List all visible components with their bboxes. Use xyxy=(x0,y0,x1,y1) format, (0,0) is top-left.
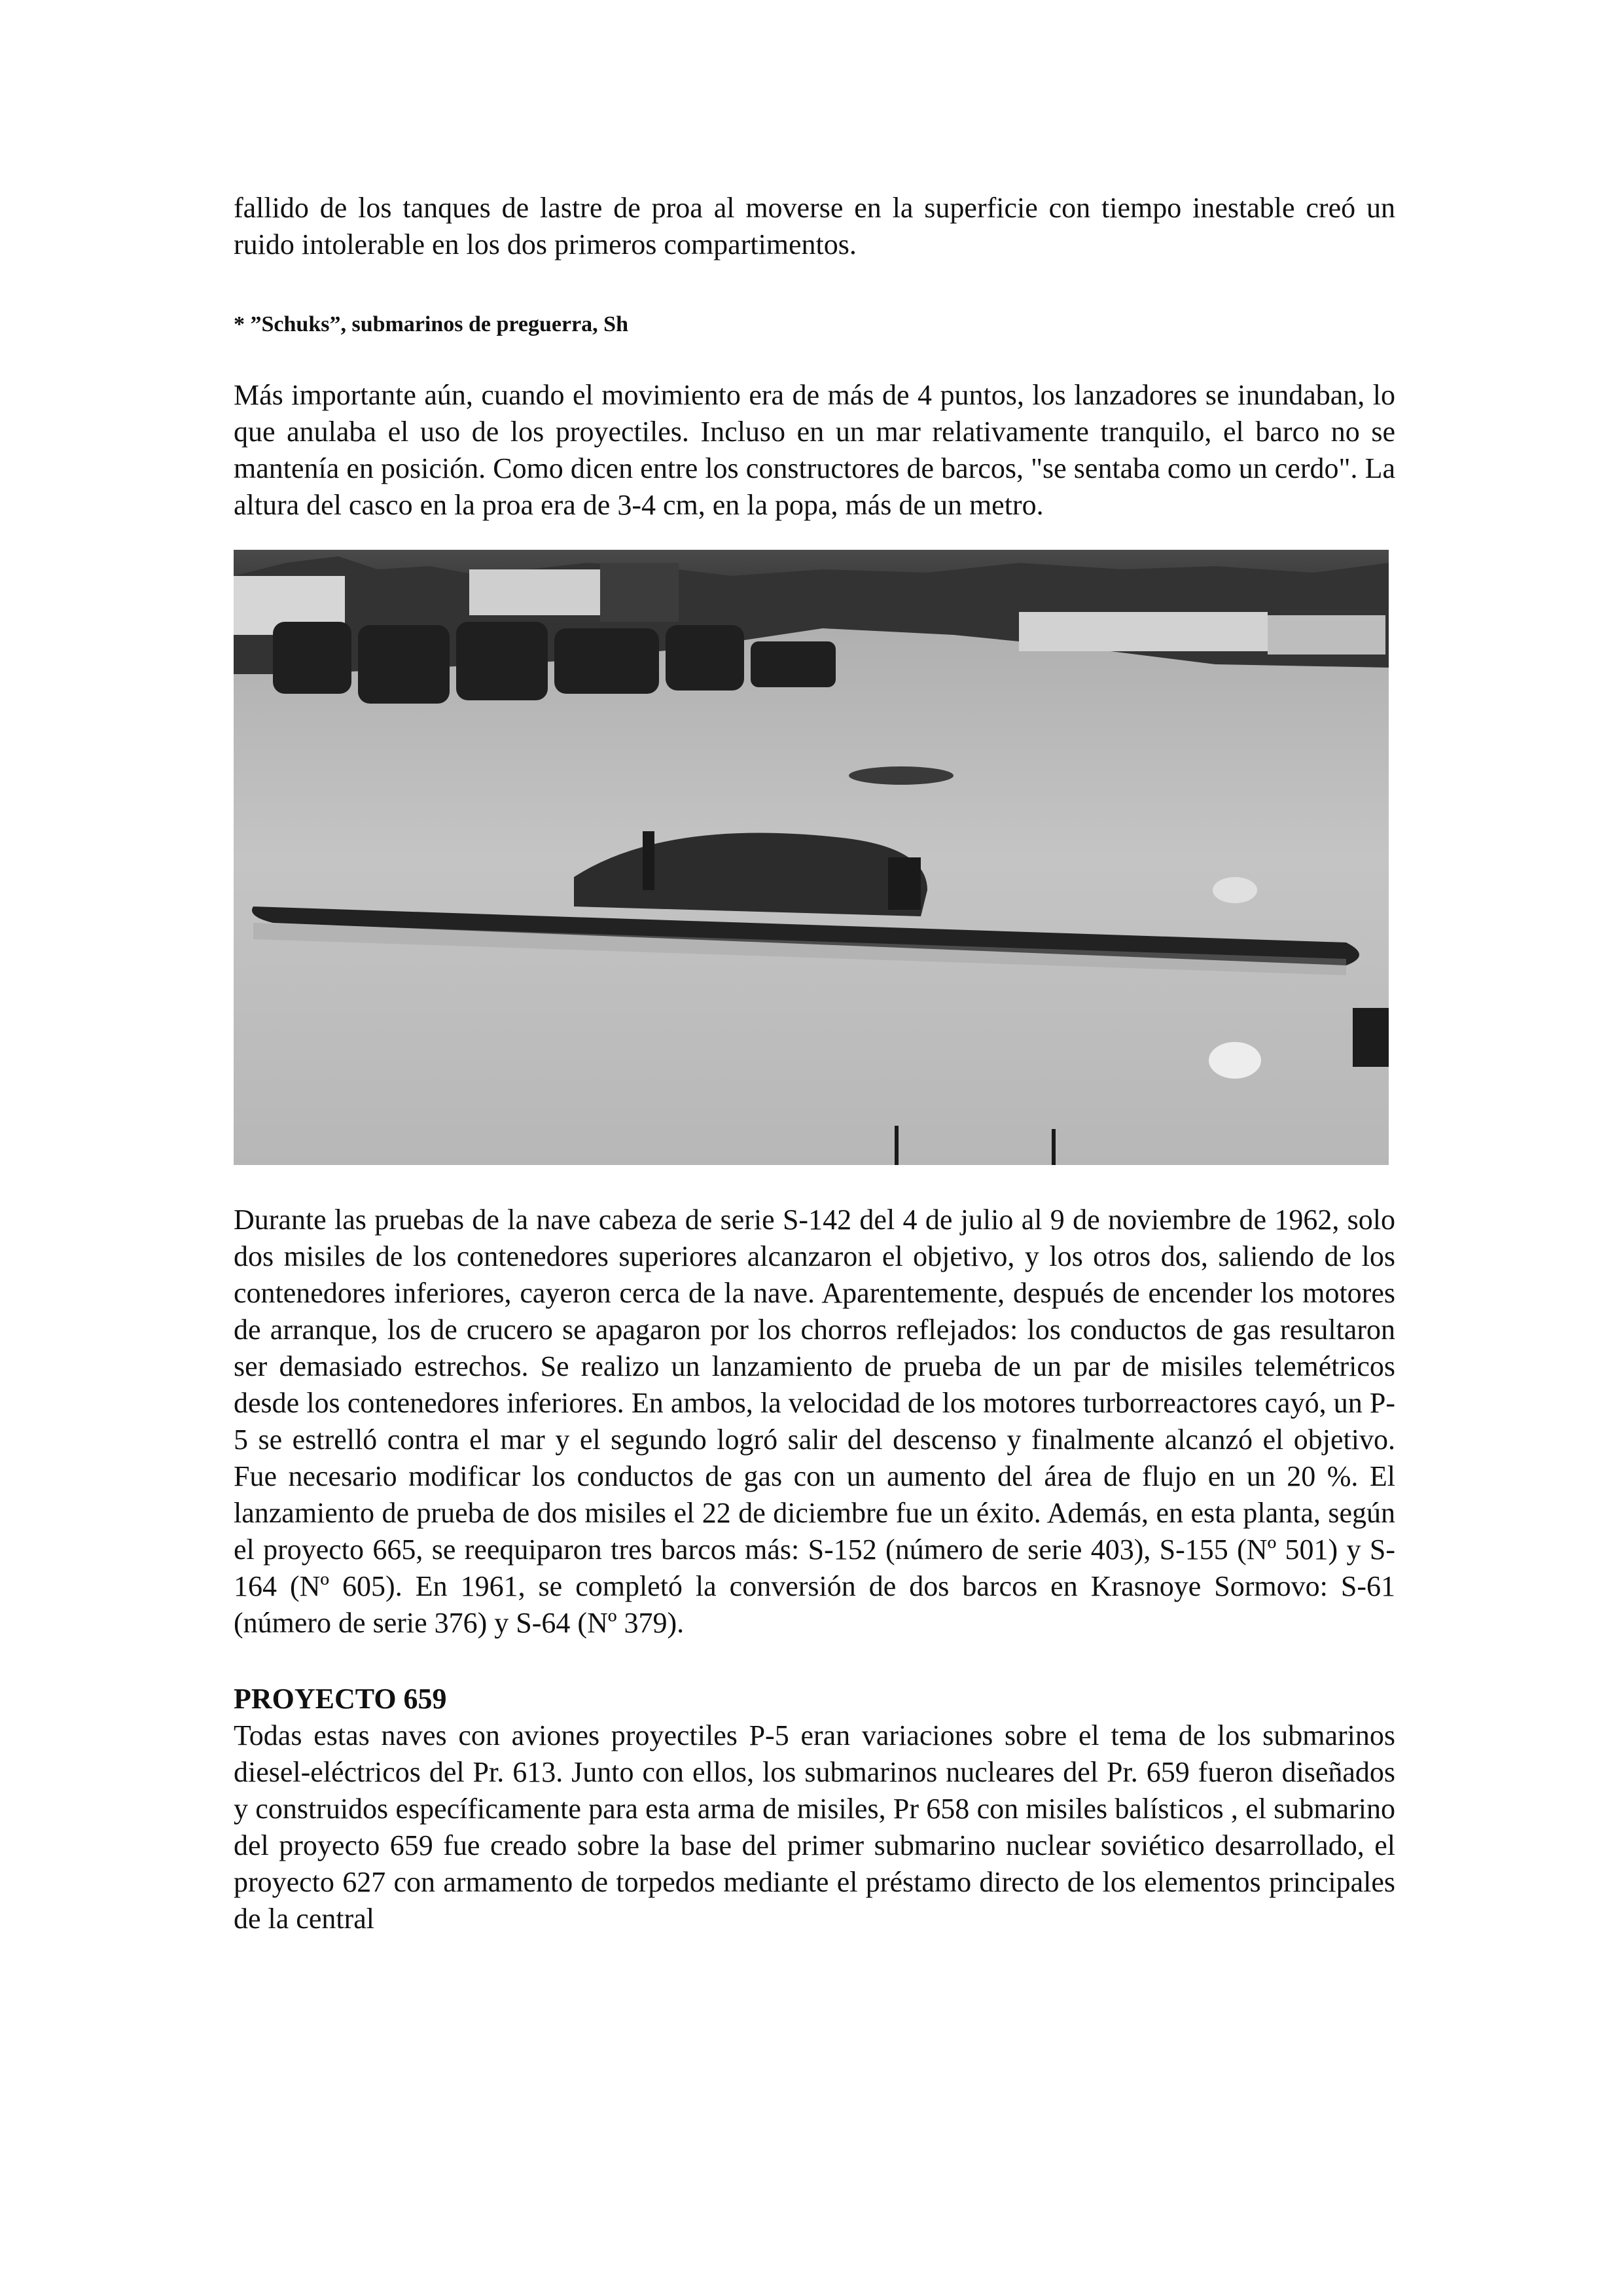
harbor-submarine-image xyxy=(234,550,1389,1165)
footnote: * ”Schuks”, submarinos de preguerra, Sh xyxy=(234,312,628,336)
intro-paragraph: fallido de los tanques de lastre de proa al moverse en la superficie con tiempo inestable creó un ruido intolerable en los dos primeros compartimentos. xyxy=(234,192,1395,260)
document-page xyxy=(234,190,1395,1937)
paragraph-project-659: Todas estas naves con aviones proyectiles P-5 eran variaciones sobre el tema de los submarinos diesel-eléctricos del Pr. 613. Junto con ellos, los submarinos nucleares del Pr. 659 fueron diseñados y construidos específicamente para esta arma de misiles, Pr 658 con misiles balísticos , el submarino del proyecto 659 fue creado sobre la base del primer submarino nuclear soviético desarrollado, el proyecto 627 con armamento de torpedos mediante el préstamo directo de los elementos principales de la central xyxy=(234,1719,1395,1935)
paragraph-launchers: Más importante aún, cuando el movimiento era de más de 4 puntos, los lanzadores se inundaban, lo que anulaba el uso de los proyectiles. Incluso en un mar relativamente tranquilo, el barco no se mantenía en posición. Como dicen entre los constructores de barcos, "se sentaba como un cerdo". La altura del casco en la proa era de 3-4 cm, en la popa, más de un metro. xyxy=(234,379,1395,521)
paragraph-tests: Durante las pruebas de la nave cabeza de serie S-142 del 4 de julio al 9 de noviembre de 1962, solo dos misiles de los contenedores superiores alcanzaron el objetivo, y los otros dos, saliendo de los contenedores inferiores, cayeron cerca de la nave. Aparentemente, después de encender los motores de arranque, los de crucero se apagaron por los chorros reflejados: los conductos de gas resultaron ser demasiado estrechos. Se realizo un lanzamiento de prueba de un par de misiles telemétricos desde los contenedores inferiores. En ambos, la velocidad de los motores turborreactores cayó, un P-5 se estrelló contra el mar y el segundo logró salir del descenso y finalmente alcanzó el objetivo. Fue necesario modificar los conductos de gas con un aumento del área de flujo en un 20 %. El lanzamiento de prueba de dos misiles el 22 de diciembre fue un éxito. Además, en esta planta, según el proyecto 665, se reequiparon tres barcos más: S-152 (número de serie 403), S-155 (Nº 501) y S-164 (Nº 605). En 1961, se completó la conversión de dos barcos en Krasnoye Sormovo: S-61 (número de serie 376) y S-64 (Nº 379). xyxy=(234,1204,1395,1639)
section-heading: PROYECTO 659 xyxy=(234,1683,447,1715)
submarine-photo xyxy=(234,550,1395,1165)
